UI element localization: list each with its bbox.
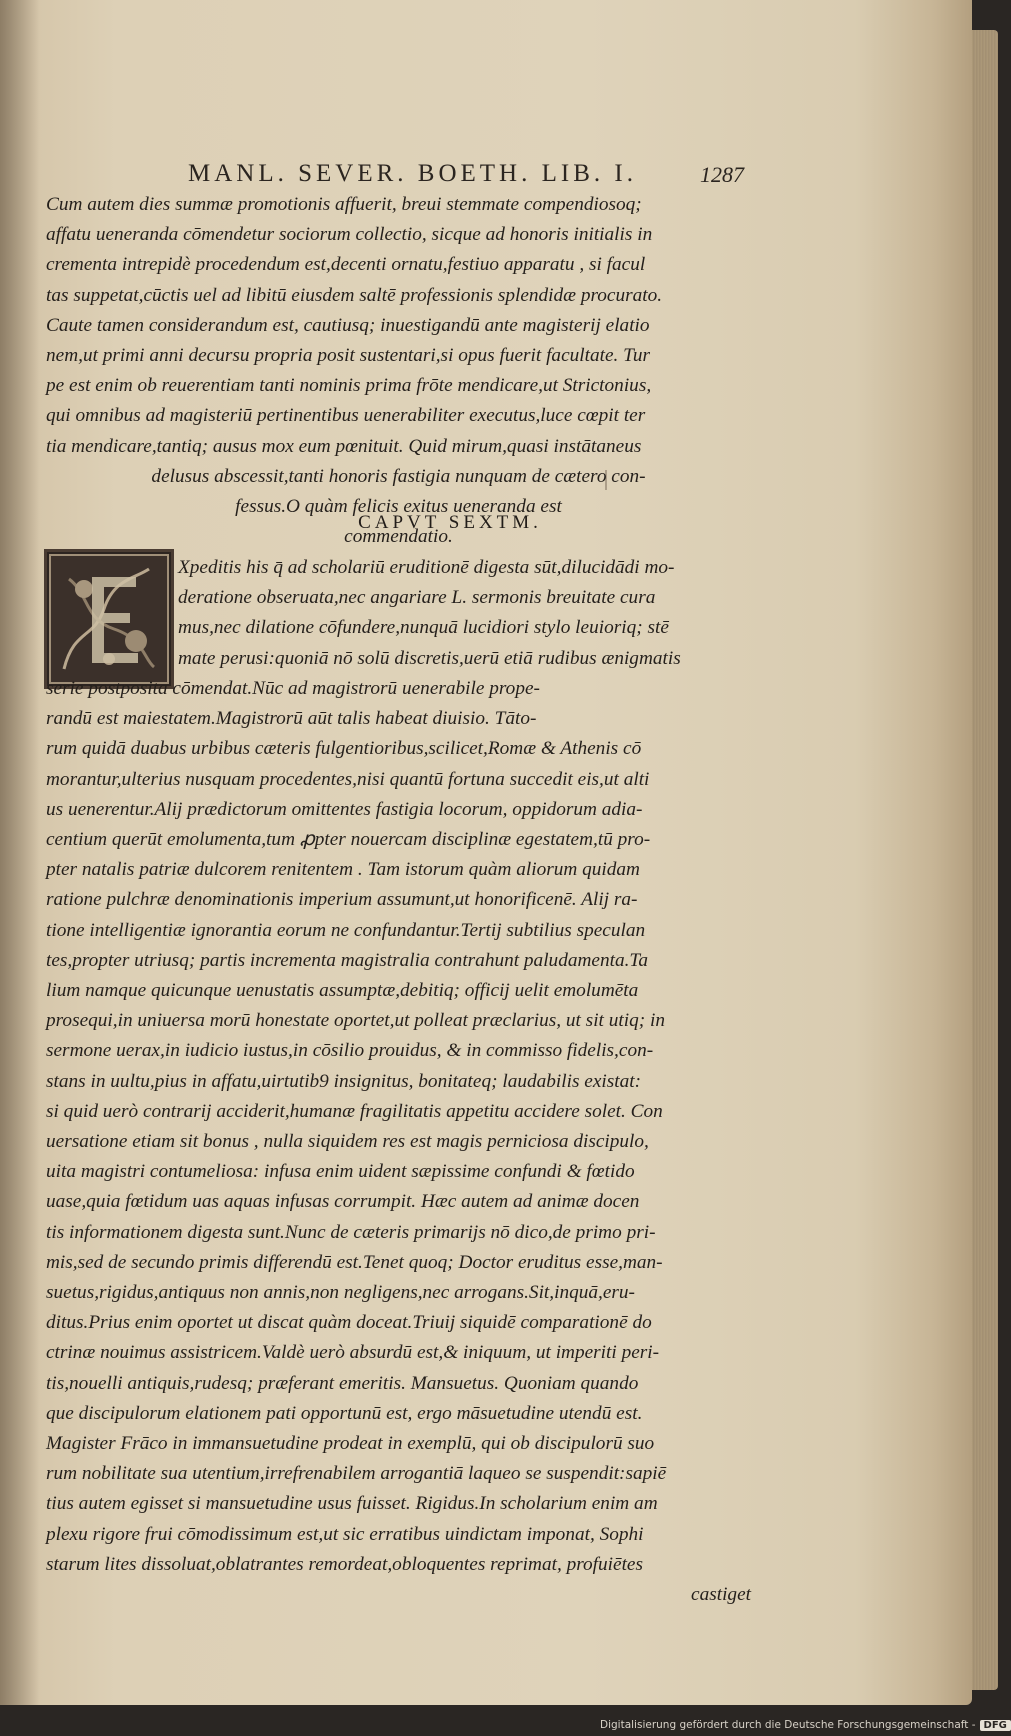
text-line: tione intelligentiæ ignorantia eorum ne confundantur.Tertij subtilius speculan xyxy=(46,919,646,941)
text-line: suetus,rigidus,antiquus non annis,non negligens,nec arrogans.Sit,inquā,eru- xyxy=(46,1282,635,1304)
ornament-icon xyxy=(44,549,174,689)
text-line: qui omnibus ad magisteriū pertinentibus uenerabiliter executus,luce cœpit ter xyxy=(46,405,646,427)
text-line: rum quidā duabus urbibus cæteris fulgentioribus,scilicet,Romæ & Athenis cō xyxy=(46,738,642,760)
text-line: pter natalis patriæ dulcorem renitentem . Tam istorum quàm aliorum quidam xyxy=(46,859,640,881)
text-line: uersatione etiam sit bonus , nulla siquidem res est magis perniciosa discipulo, xyxy=(46,1131,649,1153)
text-line: plexu rigore frui cōmodissimum est,ut sic erratibus uindictam imponat, Sophi xyxy=(46,1523,644,1545)
gutter-shadow xyxy=(0,0,40,1705)
text-line: rum nobilitate sua utentium,irrefrenabilem arrogantiā laqueo se suspendit:sapiē xyxy=(46,1463,667,1485)
running-head-title: MANL. SEVER. BOETH. LIB. I. xyxy=(188,160,637,187)
dfg-logo: DFG xyxy=(980,1720,1011,1731)
text-line: ditus.Prius enim oportet ut discat quàm doceat.Triuij siquidē comparationē do xyxy=(46,1312,652,1334)
closing-line: commendatio. xyxy=(344,526,453,548)
catchword: castiget xyxy=(691,1584,751,1606)
text-line: nem,ut primi anni decursu propria posit sustentari,si opus fuerit facultate. Tur xyxy=(46,345,650,367)
text-line: serie postposita cōmendat.Nūc ad magistrorū uenerabile prope- xyxy=(46,678,540,699)
decorated-initial-e xyxy=(44,549,174,689)
text-line: tis,nouelli antiquis,rudesq; præferant emeritis. Mansuetus. Quoniam quando xyxy=(46,1372,639,1394)
closing-line: fessus.O quàm felicis exitus ueneranda est xyxy=(235,496,562,518)
text-line: randū est maiestatem.Magistrorū aūt talis habeat diuisio. Tāto- xyxy=(46,708,537,730)
paragraph-2-opening xyxy=(178,553,753,674)
text-line: starum lites dissoluat,oblatrantes remordeat,obloquentes reprimat, profuiētes xyxy=(46,1553,643,1575)
text-line: que discipulorum elationem pati opportunū est, ergo māsuetudine utendū est. xyxy=(46,1402,643,1424)
text-line: tis informationem digesta sunt.Nunc de cæteris primarijs nō dico,de primo pri- xyxy=(46,1221,656,1243)
text-line: centium querūt emolumenta,tum ꝓpter nouercam disciplinæ egestatem,tū pro- xyxy=(46,829,651,851)
text-line: mus,nec dilatione cōfundere,nunquā lucidiori stylo leuioriq; stē xyxy=(178,617,669,639)
text-line: deratione obseruata,nec angariare L. sermonis breuitate cura xyxy=(178,587,656,609)
text-line: tas suppetat,cūctis uel ad libitū eiusdem saltē professionis splendidæ procurato. xyxy=(46,284,663,306)
text-line: affatu ueneranda cōmendetur sociorum collectio, sicque ad honoris initialis in xyxy=(46,224,653,246)
text-line: prosequi,in uniuersa morū honestate oportet,ut polleat præclarius, ut sit utiq; in xyxy=(46,1010,665,1032)
footer-text: Digitalisierung gefördert durch die Deutsche Forschungsgemeinschaft - xyxy=(600,1719,976,1731)
paragraph-1 xyxy=(46,190,751,552)
text-line: uita magistri contumeliosa: infusa enim uident sæpissime confundi & fœtido xyxy=(46,1161,635,1183)
text-line: mis,sed de secundo primis differendū est.Tenet quoq; Doctor eruditus esse,man- xyxy=(46,1251,663,1273)
text-line: sermone uerax,in iudicio iustus,in cōsilio prouidus, & in commisso fidelis,con- xyxy=(46,1040,654,1062)
closing-line: delusus abscessit,tanti honoris fastigia nunquam de cætero con- xyxy=(151,465,646,487)
text-line: tia mendicare,tantiq; ausus mox eum pœnituit. Quid mirum,quasi instātaneus xyxy=(46,435,642,457)
text-line: Cum autem dies summæ promotionis affuerit, breui stemmate compendiosoq; xyxy=(46,194,642,215)
page-number: 1287 xyxy=(700,162,744,187)
text-line: Magister Frāco in immansuetudine prodeat in exemplū, qui ob discipulorū suo xyxy=(46,1433,655,1455)
chapter-heading: CAPVT SEXTM. xyxy=(358,512,542,533)
text-line: tius autem egisset si mansuetudine usus fuisset. Rigidus.In scholarium enim am xyxy=(46,1493,658,1515)
paragraph-2 xyxy=(46,674,751,1610)
text-line: ctrinæ nouimus assistricem.Valdè uerò absurdū est,& iniquum, ut imperiti peri- xyxy=(46,1342,660,1364)
text-line: tes,propter utriusq; partis incrementa magistralia contrahunt paludamenta.Ta xyxy=(46,949,649,971)
text-line: pe est enim ob reuerentiam tanti nominis prima frōte mendicare,ut Strictonius, xyxy=(46,375,652,397)
text-line: Caute tamen considerandum est, cautiusq; inuestigandū ante magisterij elatio xyxy=(46,314,650,336)
text-line: crementa intrepidè procedendum est,decenti ornatu,festiuo apparatu , si facul xyxy=(46,254,646,276)
text-line: uase,quia fœtidum uas aquas infusas corrumpit. Hæc autem ad animæ docen xyxy=(46,1191,640,1213)
text-line: mate perusi:quoniā nō solū discretis,uerū etiā rudibus ænigmatis xyxy=(178,647,681,669)
text-line: stans in uultu,pius in affatu,uirtutib9 insignitus, bonitateq; laudabilis existat: xyxy=(46,1070,642,1092)
text-line: lium namque quicunque uenustatis assumptæ,debitiq; officij uelit emolumēta xyxy=(46,980,639,1002)
text-line: us uenerentur.Alij prædictorum omittentes fastigia locorum, oppidorum adia- xyxy=(46,798,643,820)
page-fore-edge xyxy=(972,30,998,1690)
text-line: si quid uerò contrarij acciderit,humanæ fragilitatis appetitu accidere solet. Con xyxy=(46,1100,663,1122)
text-line: Xpeditis his q̄ ad scholariū eruditionē digesta sūt,dilucidādi mo- xyxy=(178,557,675,578)
text-line: morantur,ulterius nusquam procedentes,nisi quantū fortuna succedit eis,ut alti xyxy=(46,768,650,790)
digitization-footer xyxy=(600,1719,1011,1731)
text-line: ratione pulchræ denominationis imperium assumunt,ut honorificenē. Alij ra- xyxy=(46,889,638,911)
